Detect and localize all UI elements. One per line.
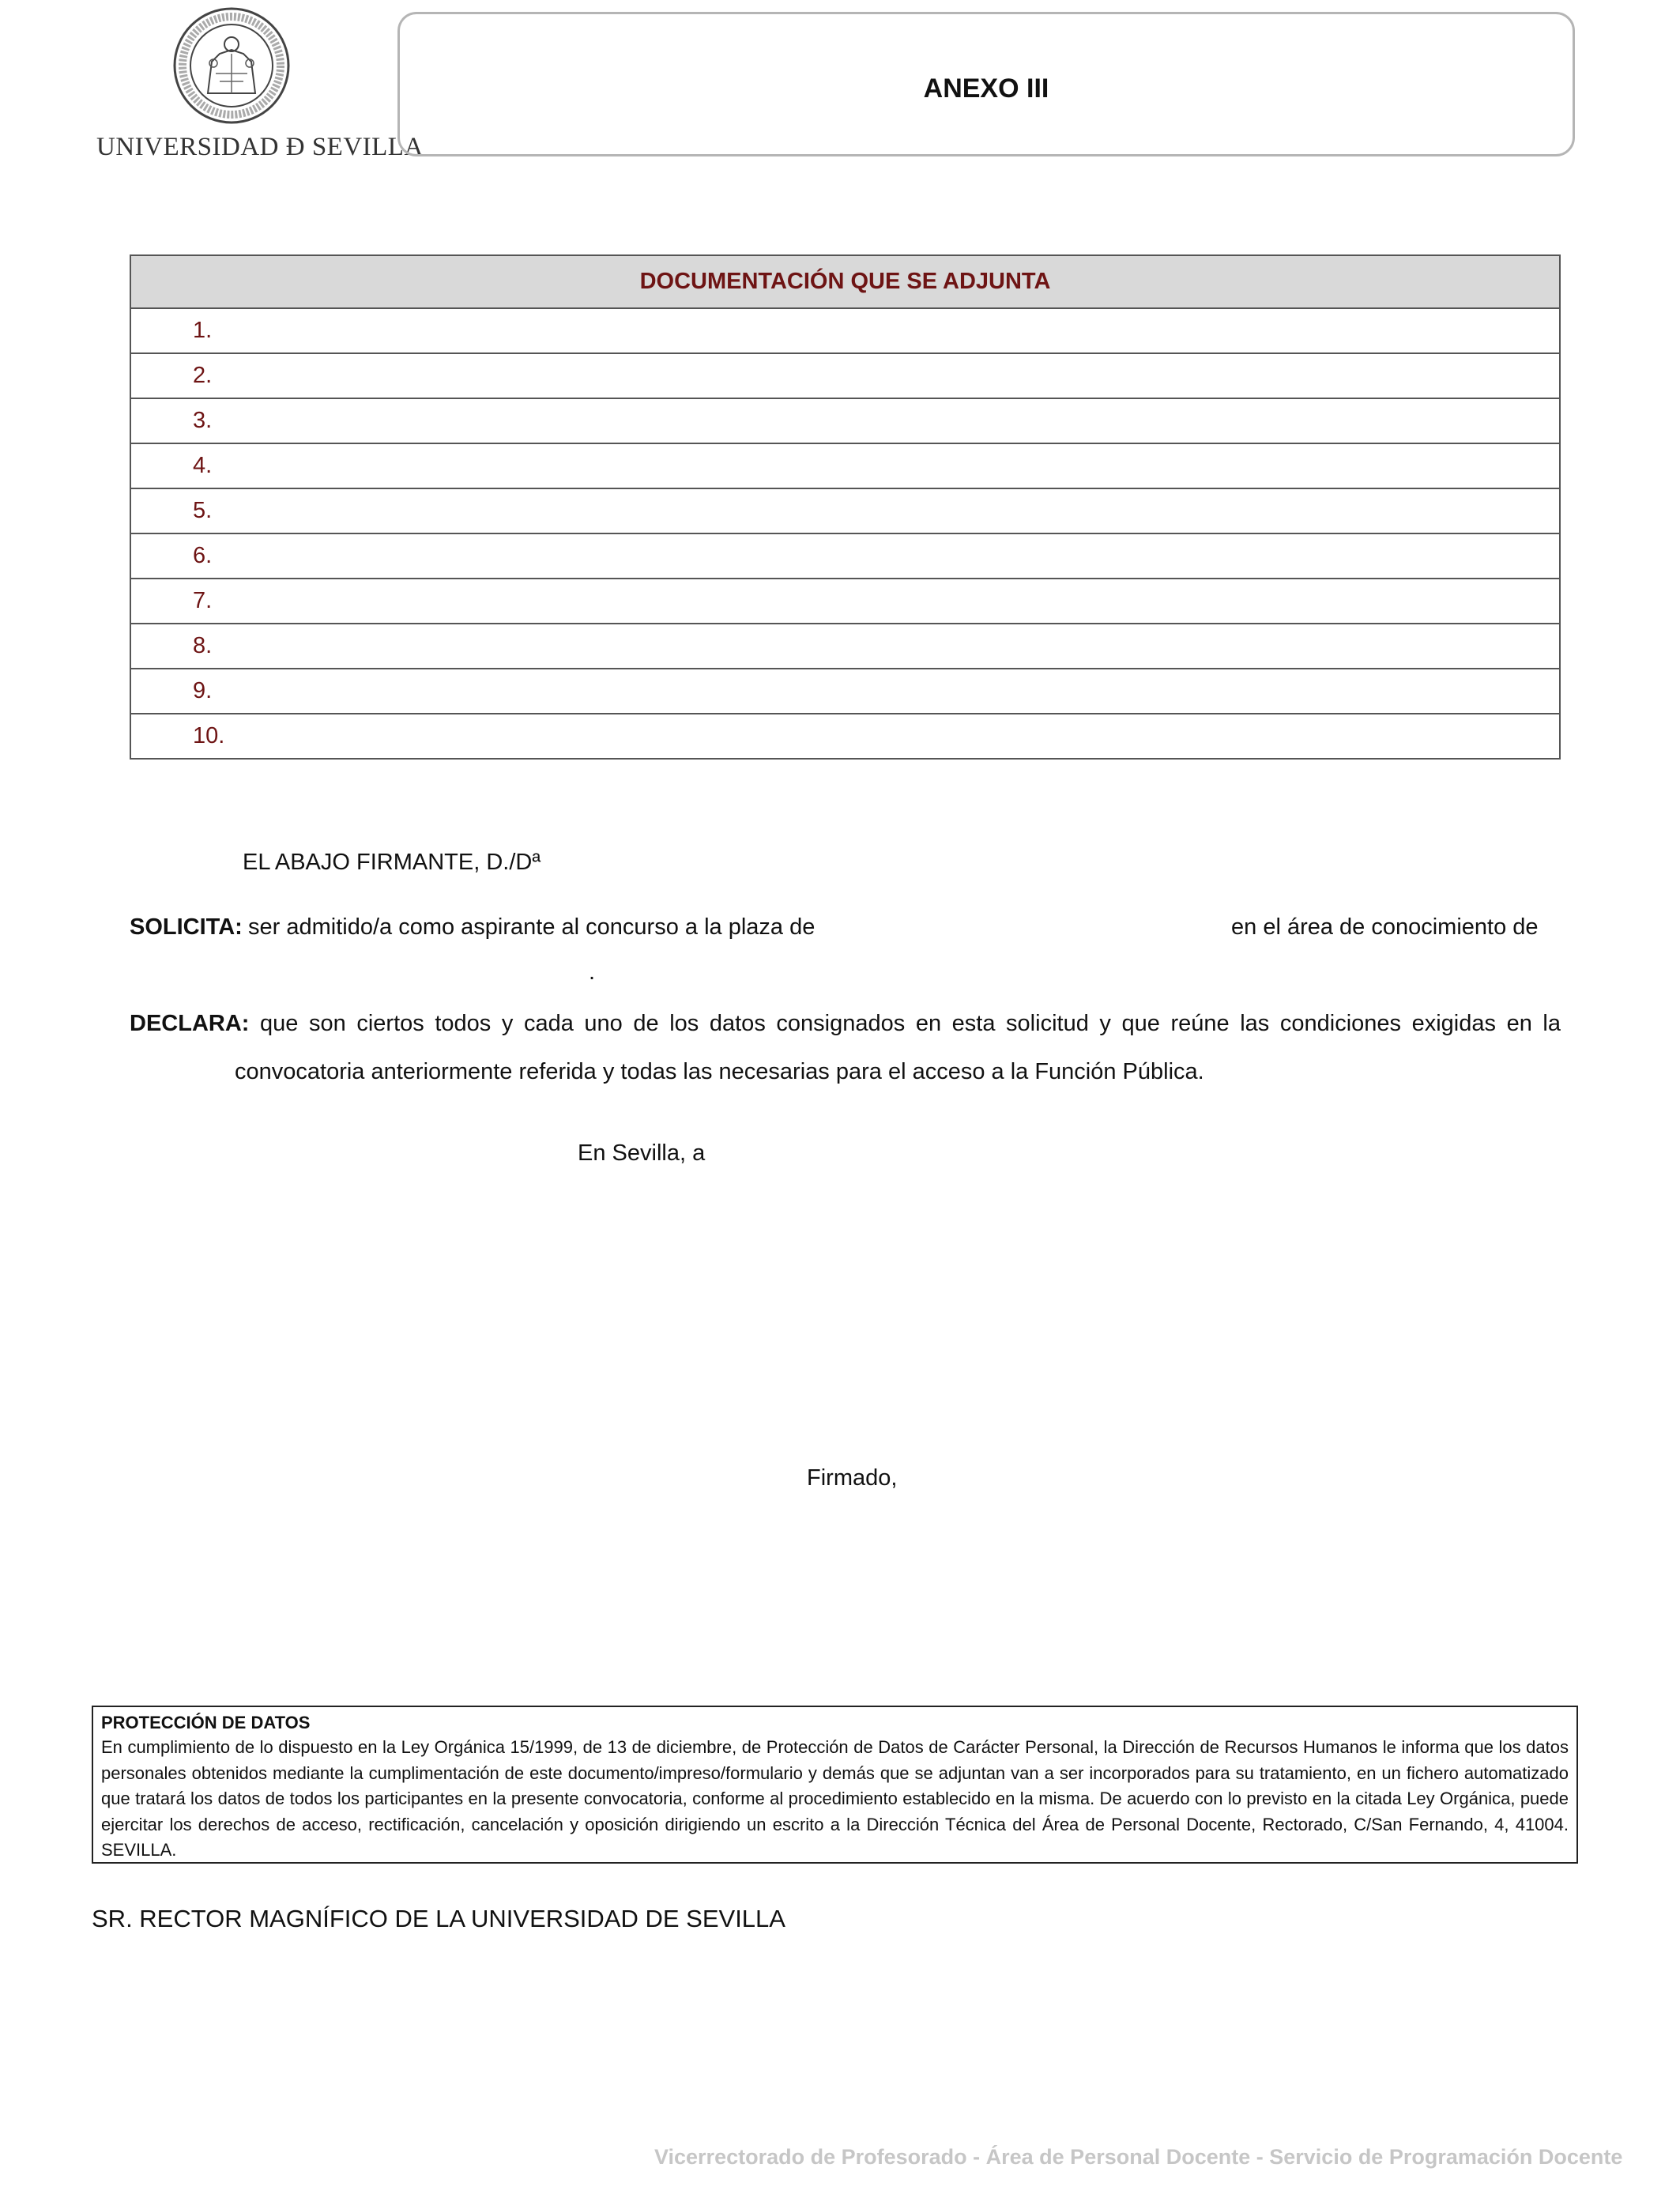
document-item-8[interactable]: 8. — [130, 624, 1560, 669]
table-row — [130, 308, 1560, 353]
table-row — [130, 579, 1560, 624]
footer-text: Vicerrectorado de Profesorado - Área de Personal Docente - Servicio de Programación Docente — [654, 2145, 1623, 2169]
solicita-end: . — [589, 959, 596, 985]
table-row — [130, 669, 1560, 714]
solicita-label: SOLICITA: — [130, 914, 243, 940]
documents-table-title: DOCUMENTACIÓN QUE SE ADJUNTA — [130, 255, 1560, 308]
document-item-3[interactable]: 3. — [130, 398, 1560, 443]
table-row — [130, 624, 1560, 669]
university-logo — [93, 0, 424, 166]
document-item-4[interactable]: 4. — [130, 443, 1560, 488]
table-row — [130, 714, 1560, 759]
addressee: SR. RECTOR MAGNÍFICO DE LA UNIVERSIDAD DE SEVILLA — [92, 1905, 785, 1932]
annex-header-box — [397, 12, 1575, 156]
declara-label: DECLARA: — [130, 1011, 250, 1036]
document-item-2[interactable]: 2. — [130, 353, 1560, 398]
university-name: UNIVERSIDAD Ð SEVILLA — [96, 133, 424, 161]
solicita-text: ser admitido/a como aspirante al concurso a la plaza de — [248, 914, 816, 940]
document-item-5[interactable]: 5. — [130, 488, 1560, 533]
table-row — [130, 353, 1560, 398]
signed-label: Firmado, — [807, 1465, 898, 1491]
document-item-6[interactable]: 6. — [130, 533, 1560, 579]
document-item-1[interactable]: 1. — [130, 308, 1560, 353]
documents-table — [130, 254, 1561, 760]
table-row — [130, 488, 1560, 533]
place-date: En Sevilla, a — [578, 1140, 706, 1166]
table-row — [130, 443, 1560, 488]
table-header-row — [130, 255, 1560, 308]
declara-text-2: convocatoria anteriormente referida y todas las necesarias para el acceso a la Función Pública. — [235, 1059, 1204, 1084]
document-item-9[interactable]: 9. — [130, 669, 1560, 714]
table-row — [130, 398, 1560, 443]
data-protection-text: En cumplimiento de lo dispuesto en la Ley Orgánica 15/1999, de 13 de diciembre, de Protección de Datos de Carácter Personal, la Dirección de Recursos Humanos le informa que los datos personales obtenidos mediante la cumplimentación de este documento/impreso/formulario y demás que se adjuntan van a ser incorporados para su tratamiento, en un fichero automatizado que tratará los datos de todos los participantes en la presente convocatoria, conforme al procedimiento establecido en la misma. De acuerdo con lo previsto en la citada Ley Orgánica, puede ejercitar los derechos de acceso, rectificación, cancelación y oposición dirigiendo un escrito a la Dirección Técnica del Área de Personal Docente, Rectorado, C/San Fernando, 4, 41004. SEVILLA. — [101, 1737, 1569, 1860]
annex-title: ANEXO III — [923, 74, 1049, 104]
signer-label: EL ABAJO FIRMANTE, D./Dª — [243, 850, 541, 875]
area-text: en el área de conocimiento de — [1231, 914, 1539, 940]
data-protection-title: PROTECCIÓN DE DATOS — [101, 1713, 311, 1732]
document-item-7[interactable]: 7. — [130, 579, 1560, 624]
declara-line — [130, 1011, 1561, 1037]
university-seal-icon — [172, 6, 291, 125]
declara-text-1: que son ciertos todos y cada uno de los datos consignados en esta solicitud y que reúne las condiciones exigidas en la — [260, 1011, 1561, 1036]
document-item-10[interactable]: 10. — [130, 714, 1560, 759]
table-row — [130, 533, 1560, 579]
data-protection-box — [92, 1706, 1578, 1864]
